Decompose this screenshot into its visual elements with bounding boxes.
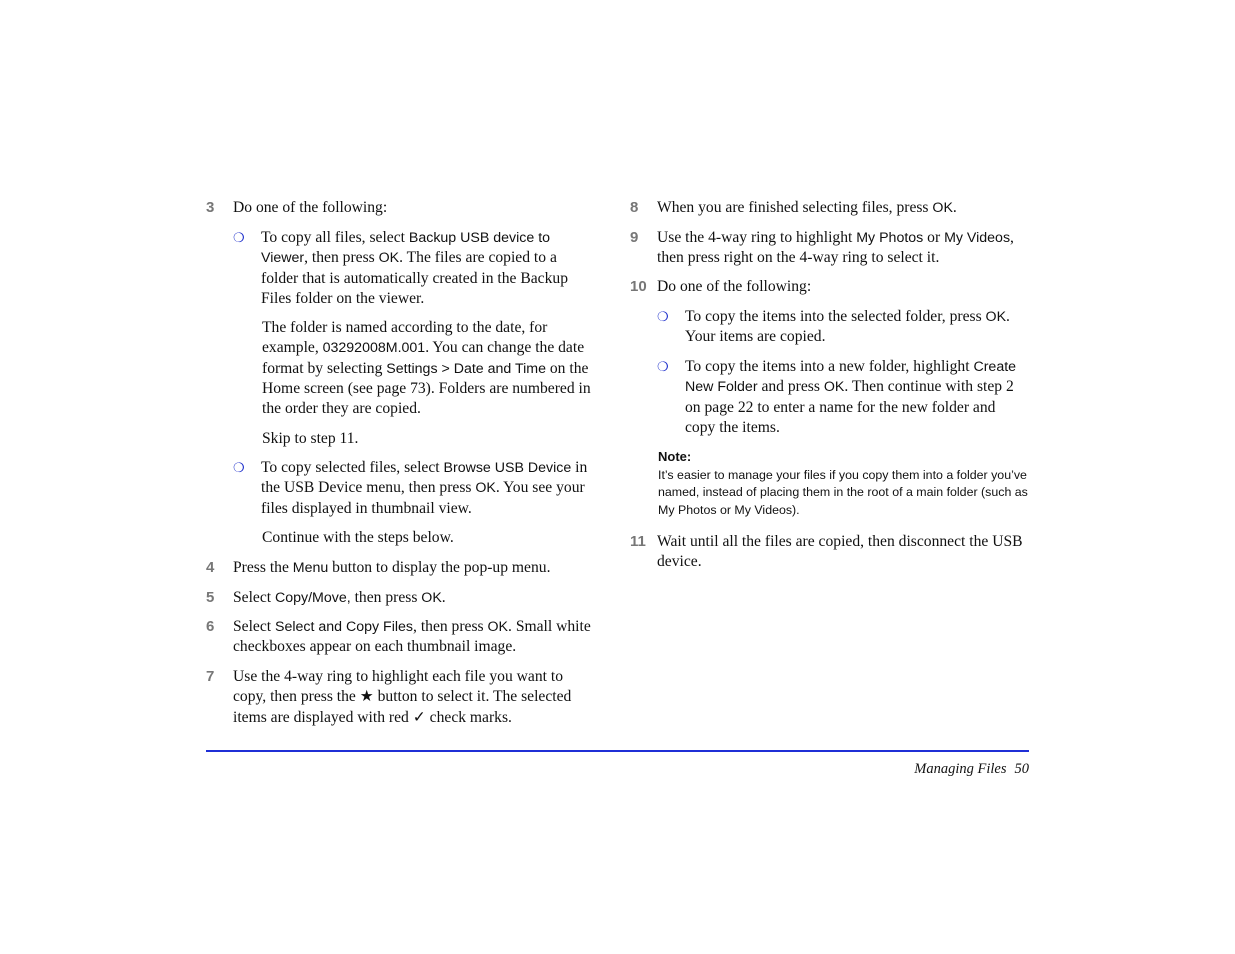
paragraph xyxy=(262,318,595,419)
step-text xyxy=(233,588,595,608)
bullet-item xyxy=(685,357,1029,438)
text-run: or xyxy=(923,229,945,246)
text-run: . xyxy=(441,589,446,606)
text-run: , then press xyxy=(413,618,488,635)
step-number: 6 xyxy=(206,618,215,635)
step-number: 3 xyxy=(206,199,215,216)
bullet-item xyxy=(261,228,595,309)
step-number: 7 xyxy=(206,668,215,685)
text-run: To copy all files, select xyxy=(261,229,409,246)
ui-term: My Videos xyxy=(944,230,1011,246)
ui-term: OK xyxy=(421,590,442,606)
step-number: 9 xyxy=(630,229,639,246)
text-run: Wait until all the files are copied, then disconnect the USB device. xyxy=(657,533,1023,571)
text-run: To copy the items into the selected folder, press xyxy=(685,308,986,325)
note-text: It’s easier to manage your files if you copy them into a folder you’ve named, instead of placing them in the root of a main folder (such as My Photos or My Videos). xyxy=(658,467,1028,517)
text-run: Press the xyxy=(233,559,293,576)
paragraph xyxy=(262,429,595,449)
step-text xyxy=(657,198,1029,218)
note-box xyxy=(658,448,1030,519)
text-run: in the USB Device menu, then press xyxy=(261,459,588,497)
paragraph xyxy=(262,528,595,548)
text-run: The folder is named according to the date, for example, xyxy=(262,319,548,357)
ui-term: OK xyxy=(823,379,845,396)
ui-term: OK xyxy=(932,200,953,216)
ui-term: Create New Folder xyxy=(685,359,1017,396)
ui-term: Select and Copy Files xyxy=(275,619,414,635)
bullet-item xyxy=(685,307,1029,348)
text-run: When you are finished selecting files, press xyxy=(657,199,933,216)
text-run: Select xyxy=(233,589,275,606)
text-run: on the Home screen (see page 73). Folders are numbered in the order they are copied. xyxy=(262,359,591,418)
step-text xyxy=(657,532,1029,573)
footer-section: Managing Files xyxy=(914,761,1007,777)
ui-term: My Photos xyxy=(856,230,924,246)
text-run: then press xyxy=(350,589,422,606)
bullet-icon: ❍ xyxy=(233,460,245,475)
step-text xyxy=(657,228,1029,269)
page-footer xyxy=(914,759,1029,779)
text-run: . xyxy=(952,199,957,216)
ui-term: Backup USB device to Viewer xyxy=(261,230,551,267)
text-run: Select xyxy=(233,618,275,635)
text-run: and press xyxy=(757,378,824,396)
text-run: . You see your files displayed in thumbnail view. xyxy=(261,479,585,517)
text-run: button to display the pop-up menu. xyxy=(328,559,551,576)
text-run: Do one of the following: xyxy=(233,199,388,216)
step-text xyxy=(233,667,595,728)
ui-term: OK xyxy=(487,619,509,635)
footer-divider xyxy=(206,750,1029,752)
text-run: . You can change the date format by selecting xyxy=(262,339,585,377)
text-run: Do one of the following: xyxy=(657,278,812,295)
step-number: 8 xyxy=(630,199,639,216)
text-run: Skip to step 11. xyxy=(262,430,359,447)
text-run: . Then continue with step 2 on page 22 to enter a name for the new folder and copy the items. xyxy=(685,378,1014,436)
page-number: 50 xyxy=(1014,761,1029,777)
text-run: To copy the items into a new folder, highlight xyxy=(685,358,974,375)
bullet-icon: ❍ xyxy=(657,359,669,374)
text-run: . The files are copied to a folder that is automatically created in the Backup Files folder on the viewer. xyxy=(261,249,568,307)
ui-term: Copy/Move, xyxy=(275,590,351,606)
bullet-icon: ❍ xyxy=(657,309,669,324)
text-run: . Your items are copied. xyxy=(685,308,1010,346)
ui-term: OK xyxy=(985,309,1007,325)
ui-term: OK xyxy=(378,250,400,267)
text-run: , then press xyxy=(304,249,379,267)
ui-term: 03292008M.001 xyxy=(322,340,426,357)
ui-term: OK xyxy=(475,480,496,497)
step-text xyxy=(233,558,595,578)
text-run: Use the 4-way ring to highlight xyxy=(657,229,857,246)
text-run: . Small white checkboxes appear on each thumbnail image. xyxy=(233,618,591,656)
text-run: , then press right on the 4-way ring to select it. xyxy=(657,229,1014,267)
bullet-icon: ❍ xyxy=(233,230,245,245)
text-run: Use the 4-way ring to highlight each file you want to copy, then press the ★ button to select it. The selected items are displayed with red ✓ check marks. xyxy=(233,668,572,726)
step-number: 4 xyxy=(206,559,215,576)
text-run: Continue with the steps below. xyxy=(262,529,454,546)
bullet-item xyxy=(261,458,595,519)
note-title: Note: xyxy=(658,449,692,464)
ui-term: Menu xyxy=(292,560,329,576)
ui-term: Browse USB Device xyxy=(443,460,572,476)
step-text xyxy=(233,198,595,218)
ui-term: Settings > Date and Time xyxy=(386,360,546,377)
step-text xyxy=(657,277,1029,297)
step-text xyxy=(233,617,595,658)
step-number: 10 xyxy=(630,278,647,295)
step-number: 11 xyxy=(630,533,646,550)
step-number: 5 xyxy=(206,589,215,606)
text-run: To copy selected files, select xyxy=(261,459,444,476)
